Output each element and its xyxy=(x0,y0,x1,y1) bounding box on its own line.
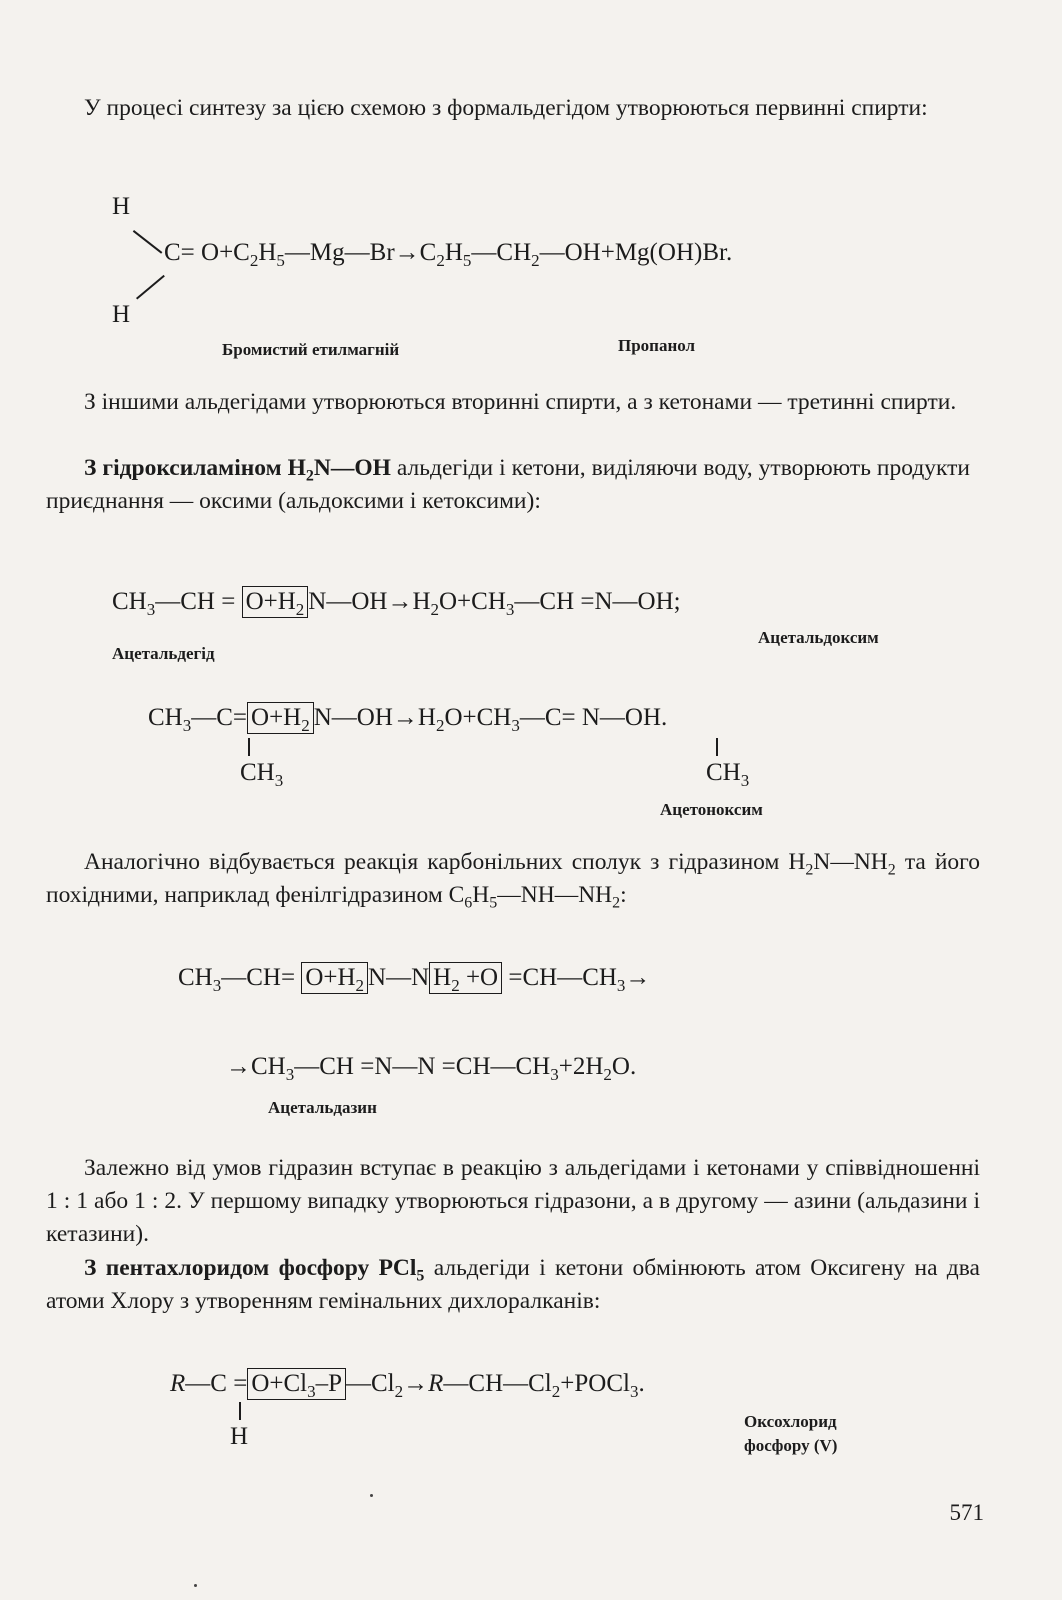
paragraph-hydrazine: Аналогічно відбувається реакція карбонільних сполук з гідразином $H_2N—NH_2$ та його похідними, наприклад фенілгідразином $C_6H_5—NH—NH_2$: xyxy=(46,849,980,912)
label-acetone-oxime: Ацетоноксим xyxy=(660,800,763,819)
paragraph-pcl5: З пентахлоридом фосфору PCl$_5$ альдегіди і кетони обмінюють атом Оксигену на два атоми Хлору з утворенням гемінальних дихлоралканів: xyxy=(46,1255,980,1314)
print-speck xyxy=(194,1584,197,1587)
paragraph-hydroxylamine: З гідроксиламіном $H_2N—OH$ альдегіди і кетони, виділяючи воду, утворюють продукти приєднання — оксими (альдоксими і кетоксими): xyxy=(46,455,970,514)
bond-vertical-h xyxy=(239,1402,241,1420)
label-phosphorus-oxychloride-2: фосфору (V) xyxy=(744,1436,838,1455)
label-phosphorus-oxychloride-1: Оксохлорид xyxy=(744,1412,837,1431)
highlight-box-pcl: $O+Cl_3-P$ xyxy=(247,1368,346,1400)
equation-acetone-oxime: $CH_3—C= O+H_2$ $N—OH\to H_2O+CH_3—C=$ N—OH. xyxy=(148,704,668,735)
bond-lower xyxy=(136,275,165,299)
label-acetaldehyde: Ацетальдегід xyxy=(112,644,215,663)
highlight-box-water: $O+H_2$ xyxy=(242,586,309,618)
paragraph-secondary-alcohols: З іншими альдегідами утворюються вторинні спирти, а з кетонами — третинні спирти. xyxy=(84,389,957,415)
equation-hydrazine-step1: $CH_3—CH= O+H_2$ N—N $H_2 +O$ $=CH—CH_3\to$ xyxy=(178,964,651,995)
print-speck xyxy=(370,1494,373,1497)
h-top: H xyxy=(112,193,131,220)
equation-grignard: $C= O+C_2H_5—Mg—Br\to C_2H_5—CH_2—OH+Mg(OH)Br$. xyxy=(164,239,733,270)
equation-dichloroalkane: R—C = $O+Cl_3-P$ $—Cl_2\to R—CH—Cl_2+POCl_3$. xyxy=(170,1370,645,1401)
methyl-right: $CH_3$ xyxy=(706,759,750,790)
label-ethylmagnesium-bromide: Бромистий етилмагній xyxy=(222,340,400,359)
hydrogen-sub: H xyxy=(230,1423,249,1450)
bond-vertical-right xyxy=(716,738,718,756)
methyl-left: $CH_3$ xyxy=(240,759,284,790)
paragraph-intro: У процесі синтезу за цією схемою з формальдегідом утворюються первинні спирти: xyxy=(84,95,928,121)
highlight-box-a: $O+H_2$ xyxy=(301,962,368,994)
highlight-box-b: $H_2 +O$ xyxy=(429,962,502,994)
label-acetaldazine: Ацетальдазин xyxy=(268,1098,377,1117)
paragraph-hydrazones: Залежно від умов гідразин вступає в реакцію з альдегідами і кетонами у співвідношенні 1 : 1 або 1 : 2. У першому випадку утворюються гідразони, а в другому — азини (альдазини і кетазини). xyxy=(46,1155,980,1247)
page-number: 571 xyxy=(949,1500,984,1525)
bond-vertical-left xyxy=(248,738,250,756)
label-acetaldoxime: Ацетальдоксим xyxy=(758,628,879,647)
equation-hydrazine-step2: $\to CH_3—CH$ =N—N $=CH—CH_3+2H_2O$. xyxy=(226,1053,637,1084)
equation-acetaldoxime: $CH_3—CH = O+H_2$ $N—OH\to H_2O+CH_3—CH$ =N—OH; xyxy=(112,588,681,619)
bond-upper xyxy=(133,230,162,253)
highlight-box-water-2: $O+H_2$ xyxy=(247,702,314,734)
label-propanol: Пропанол xyxy=(618,336,696,355)
h-bottom: H xyxy=(112,301,131,328)
